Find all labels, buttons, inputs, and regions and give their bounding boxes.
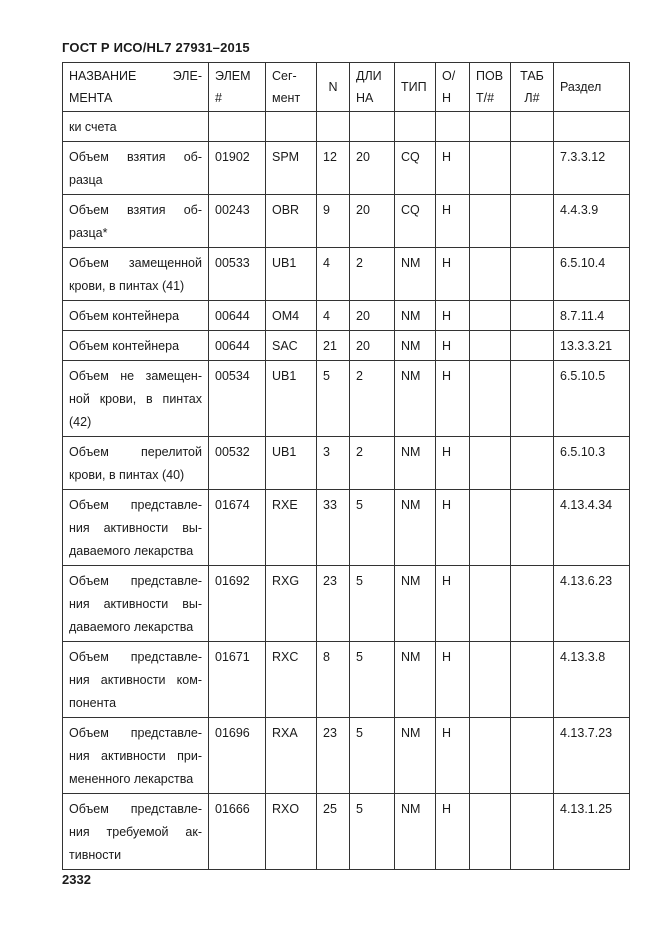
cell-table	[511, 112, 554, 142]
cell-n: 8	[317, 642, 350, 718]
cell-section: 8.7.11.4	[554, 301, 630, 331]
cell-repeat	[470, 794, 511, 870]
cell-type: NM	[395, 794, 436, 870]
cell-length: 5	[350, 490, 395, 566]
cell-repeat	[470, 248, 511, 301]
cell-elem: 01902	[209, 142, 266, 195]
cell-section: 4.13.7.23	[554, 718, 630, 794]
cell-section: 4.13.3.8	[554, 642, 630, 718]
cell-optionality: Н	[436, 361, 470, 437]
cell-name: Объем взятия об-разца*	[63, 195, 209, 248]
cell-section: 4.13.6.23	[554, 566, 630, 642]
cell-repeat	[470, 112, 511, 142]
cell-optionality: Н	[436, 331, 470, 361]
cell-elem: 00644	[209, 301, 266, 331]
cell-name: Объем представле-ния активности при-мененного лекарства	[63, 718, 209, 794]
column-header-n: N	[317, 63, 350, 112]
cell-elem: 01692	[209, 566, 266, 642]
table-row	[63, 642, 630, 718]
cell-optionality: Н	[436, 437, 470, 490]
table-row	[63, 437, 630, 490]
cell-length: 20	[350, 142, 395, 195]
cell-section: 6.5.10.5	[554, 361, 630, 437]
cell-table	[511, 642, 554, 718]
cell-length: 5	[350, 794, 395, 870]
cell-elem: 00644	[209, 331, 266, 361]
column-header-elem: ЭЛЕМ #	[209, 63, 266, 112]
cell-table	[511, 142, 554, 195]
cell-type: NM	[395, 361, 436, 437]
cell-elem: 01666	[209, 794, 266, 870]
cell-segment: RXG	[266, 566, 317, 642]
cell-table	[511, 301, 554, 331]
cell-type: NM	[395, 437, 436, 490]
table-row	[63, 490, 630, 566]
cell-name: Объем замещенной крови, в пинтах (41)	[63, 248, 209, 301]
cell-segment: RXC	[266, 642, 317, 718]
table-header-row	[63, 63, 630, 112]
cell-section: 4.4.3.9	[554, 195, 630, 248]
cell-elem: 01674	[209, 490, 266, 566]
cell-table	[511, 794, 554, 870]
cell-length: 20	[350, 331, 395, 361]
cell-length: 5	[350, 566, 395, 642]
cell-repeat	[470, 195, 511, 248]
cell-type: NM	[395, 248, 436, 301]
cell-repeat	[470, 437, 511, 490]
cell-name: Объем взятия об-разца	[63, 142, 209, 195]
cell-section: 6.5.10.3	[554, 437, 630, 490]
cell-n: 3	[317, 437, 350, 490]
cell-repeat	[470, 566, 511, 642]
cell-optionality: Н	[436, 195, 470, 248]
cell-segment: SPM	[266, 142, 317, 195]
cell-name: ки счета	[63, 112, 209, 142]
cell-type: NM	[395, 490, 436, 566]
cell-segment: OBR	[266, 195, 317, 248]
cell-n	[317, 112, 350, 142]
cell-length: 2	[350, 437, 395, 490]
cell-section	[554, 112, 630, 142]
cell-segment: UB1	[266, 361, 317, 437]
cell-n: 33	[317, 490, 350, 566]
cell-n: 4	[317, 248, 350, 301]
cell-elem: 00532	[209, 437, 266, 490]
cell-segment: UB1	[266, 248, 317, 301]
cell-optionality: Н	[436, 642, 470, 718]
cell-table	[511, 195, 554, 248]
cell-section: 7.3.3.12	[554, 142, 630, 195]
document-title: ГОСТ Р ИСО/HL7 27931–2015	[62, 40, 250, 55]
cell-table	[511, 718, 554, 794]
cell-segment: UB1	[266, 437, 317, 490]
table-row	[63, 248, 630, 301]
cell-elem: 00533	[209, 248, 266, 301]
cell-n: 4	[317, 301, 350, 331]
cell-type: NM	[395, 331, 436, 361]
cell-elem: 00534	[209, 361, 266, 437]
cell-repeat	[470, 301, 511, 331]
cell-optionality: Н	[436, 566, 470, 642]
cell-repeat	[470, 490, 511, 566]
cell-type: NM	[395, 301, 436, 331]
cell-name: Объем представле-ния активности ком-понента	[63, 642, 209, 718]
cell-optionality: Н	[436, 301, 470, 331]
cell-length: 20	[350, 195, 395, 248]
column-header-table: ТАБ Л#	[511, 63, 554, 112]
cell-optionality: Н	[436, 248, 470, 301]
table-row	[63, 566, 630, 642]
cell-type: CQ	[395, 142, 436, 195]
cell-section: 13.3.3.21	[554, 331, 630, 361]
cell-segment: OM4	[266, 301, 317, 331]
cell-repeat	[470, 642, 511, 718]
cell-segment: RXO	[266, 794, 317, 870]
column-header-type: ТИП	[395, 63, 436, 112]
table-row	[63, 301, 630, 331]
table-row-continuation	[63, 112, 630, 142]
cell-type: NM	[395, 566, 436, 642]
cell-name: Объем представле-ния активности вы-даваемого лекарства	[63, 566, 209, 642]
cell-name: Объем контейнера	[63, 301, 209, 331]
table-row	[63, 142, 630, 195]
cell-segment: SAC	[266, 331, 317, 361]
cell-length: 2	[350, 248, 395, 301]
cell-n: 5	[317, 361, 350, 437]
cell-optionality: Н	[436, 794, 470, 870]
cell-elem	[209, 112, 266, 142]
cell-section: 6.5.10.4	[554, 248, 630, 301]
cell-table	[511, 490, 554, 566]
cell-elem: 01671	[209, 642, 266, 718]
cell-optionality: Н	[436, 718, 470, 794]
cell-length: 5	[350, 642, 395, 718]
column-header-optionality: О/Н	[436, 63, 470, 112]
cell-optionality: Н	[436, 490, 470, 566]
cell-name: Объем представле-ния требуемой ак-тивности	[63, 794, 209, 870]
cell-optionality	[436, 112, 470, 142]
cell-segment	[266, 112, 317, 142]
cell-name: Объем перелитой крови, в пинтах (40)	[63, 437, 209, 490]
cell-section: 4.13.1.25	[554, 794, 630, 870]
column-header-repeat: ПОВ Т/#	[470, 63, 511, 112]
cell-n: 9	[317, 195, 350, 248]
cell-section: 4.13.4.34	[554, 490, 630, 566]
table-row	[63, 331, 630, 361]
cell-n: 25	[317, 794, 350, 870]
cell-n: 21	[317, 331, 350, 361]
cell-length: 2	[350, 361, 395, 437]
cell-type: NM	[395, 718, 436, 794]
page-number: 2332	[62, 872, 91, 887]
cell-table	[511, 331, 554, 361]
cell-type: NM	[395, 642, 436, 718]
cell-name: Объем не замещен-ной крови, в пинтах (42)	[63, 361, 209, 437]
cell-elem: 00243	[209, 195, 266, 248]
cell-repeat	[470, 142, 511, 195]
column-header-name: НАЗВАНИЕ ЭЛЕ-МЕНТА	[63, 63, 209, 112]
cell-length	[350, 112, 395, 142]
column-header-segment: Сег-мент	[266, 63, 317, 112]
cell-table	[511, 361, 554, 437]
cell-segment: RXA	[266, 718, 317, 794]
cell-name: Объем контейнера	[63, 331, 209, 361]
cell-repeat	[470, 361, 511, 437]
cell-n: 23	[317, 718, 350, 794]
cell-repeat	[470, 718, 511, 794]
cell-type	[395, 112, 436, 142]
cell-length: 5	[350, 718, 395, 794]
cell-repeat	[470, 331, 511, 361]
table-row	[63, 718, 630, 794]
table-row	[63, 794, 630, 870]
data-elements-table	[62, 62, 630, 870]
cell-table	[511, 566, 554, 642]
table-row	[63, 361, 630, 437]
cell-segment: RXE	[266, 490, 317, 566]
cell-table	[511, 248, 554, 301]
cell-table	[511, 437, 554, 490]
cell-length: 20	[350, 301, 395, 331]
cell-elem: 01696	[209, 718, 266, 794]
column-header-length: ДЛИ НА	[350, 63, 395, 112]
column-header-section: Раздел	[554, 63, 630, 112]
cell-optionality: Н	[436, 142, 470, 195]
cell-name: Объем представле-ния активности вы-даваемого лекарства	[63, 490, 209, 566]
cell-n: 12	[317, 142, 350, 195]
table-row	[63, 195, 630, 248]
cell-type: CQ	[395, 195, 436, 248]
cell-n: 23	[317, 566, 350, 642]
